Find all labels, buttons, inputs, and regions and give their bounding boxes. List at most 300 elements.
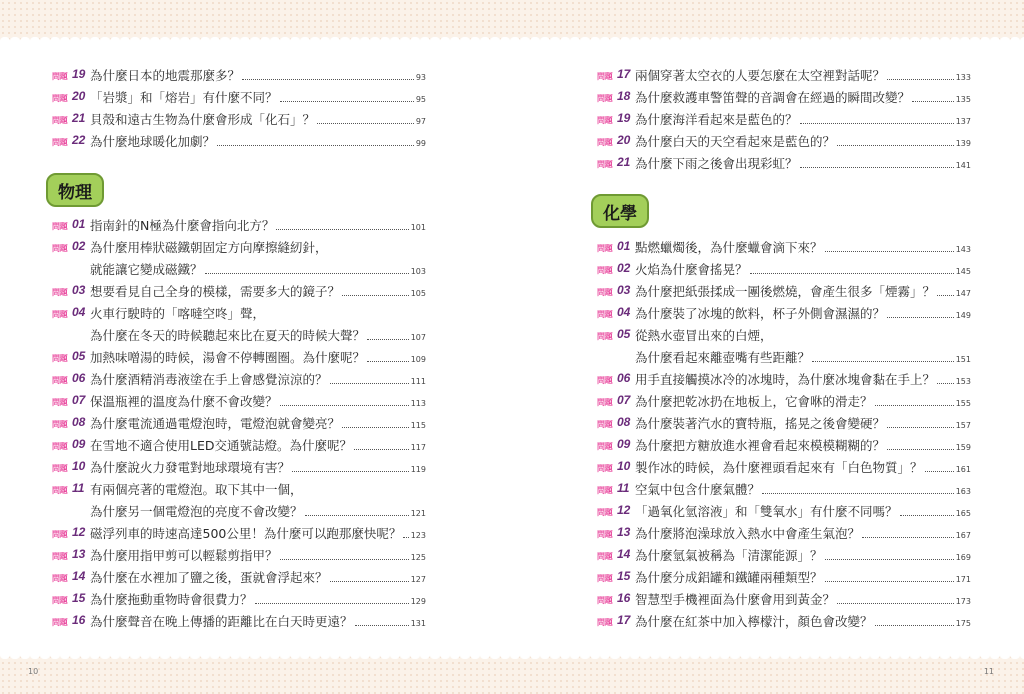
dot-leader xyxy=(217,145,414,146)
question-number: 04 xyxy=(617,305,631,319)
entry-page-number: 117 xyxy=(410,443,426,452)
toc-entry[interactable] xyxy=(597,370,971,392)
entry-line xyxy=(635,260,971,278)
bottom-decorative-band xyxy=(0,654,1024,694)
entry-line xyxy=(90,612,426,630)
question-text: 為什麼白天的天空看起來是藍色的？ xyxy=(635,134,836,149)
question-number: 19 xyxy=(617,111,631,125)
question-tag: 問題 xyxy=(597,464,613,473)
question-tag: 問題 xyxy=(52,138,68,147)
question-text: 智慧型手機裡面為什麼會用到黃金？ xyxy=(635,592,836,607)
question-number: 13 xyxy=(72,547,86,561)
question-number: 05 xyxy=(72,349,86,363)
dot-leader xyxy=(205,273,409,274)
dot-leader xyxy=(403,537,408,538)
toc-entry[interactable] xyxy=(52,238,426,282)
right-page-number: 11 xyxy=(983,667,994,676)
question-text: 為什麼地球暖化加劇？ xyxy=(90,134,216,149)
dot-leader xyxy=(280,405,409,406)
question-number: 08 xyxy=(617,415,631,429)
question-tag: 問題 xyxy=(52,574,68,583)
question-text: 從熱水壺冒出來的白煙， xyxy=(635,328,773,343)
question-text: 為什麼在水裡加了鹽之後，蛋就會浮起來？ xyxy=(90,570,328,585)
question-number: 03 xyxy=(72,283,86,297)
question-text: 想要看見自己全身的模樣，需要多大的鏡子？ xyxy=(90,284,341,299)
dot-leader xyxy=(750,273,954,274)
entry-line xyxy=(90,110,426,128)
question-number: 12 xyxy=(617,503,631,517)
question-text: 為什麼把紙張揉成一團後燃燒，會產生很多「煙霧」？ xyxy=(635,284,936,299)
entry-page-number: 129 xyxy=(410,597,426,606)
question-number: 05 xyxy=(617,327,631,341)
toc-entry[interactable] xyxy=(597,590,971,612)
entry-line xyxy=(635,436,971,454)
toc-entry[interactable] xyxy=(52,282,426,304)
entry-page-number: 119 xyxy=(410,465,426,474)
question-tag: 問題 xyxy=(597,332,613,341)
question-text: 火車行駛時的「喀噠空咚」聲， xyxy=(90,306,266,321)
entry-page-number: 171 xyxy=(955,575,971,584)
entry-line xyxy=(90,132,426,150)
entry-line xyxy=(635,370,971,388)
question-text: 為什麼拖動重物時會很費力？ xyxy=(90,592,253,607)
top-decorative-band xyxy=(0,0,1024,42)
question-text: 為什麼日本的地震那麼多？ xyxy=(90,68,241,83)
question-tag: 問題 xyxy=(597,596,613,605)
question-number: 07 xyxy=(72,393,86,407)
dot-leader xyxy=(305,515,409,516)
question-number: 19 xyxy=(72,67,86,81)
question-tag: 問題 xyxy=(52,376,68,385)
question-text: 為什麼裝著汽水的寶特瓶，搖晃之後會變硬？ xyxy=(635,416,886,431)
question-text: 「岩漿」和「熔岩」有什麼不同？ xyxy=(90,90,278,105)
entry-line xyxy=(90,282,426,300)
question-tag: 問題 xyxy=(597,310,613,319)
toc-entry[interactable] xyxy=(597,502,971,524)
bottom-scalloped-edge xyxy=(0,649,1024,659)
question-text: 為什麼電流通過電燈泡時，電燈泡就會變亮？ xyxy=(90,416,341,431)
entry-line xyxy=(90,458,426,476)
dot-leader xyxy=(800,123,954,124)
question-number: 11 xyxy=(72,481,85,495)
dot-leader xyxy=(912,101,954,102)
toc-entry[interactable] xyxy=(597,110,971,132)
entry-line xyxy=(90,238,426,256)
question-text: 為什麼把方糖放進水裡會看起來模模糊糊的？ xyxy=(635,438,886,453)
question-tag: 問題 xyxy=(52,552,68,561)
toc-entry[interactable] xyxy=(52,612,426,634)
entry-line xyxy=(635,524,971,542)
entry-line xyxy=(635,66,971,84)
question-text: 為什麼下雨之後會出現彩虹？ xyxy=(635,156,798,171)
entry-line xyxy=(90,414,426,432)
toc-entry[interactable] xyxy=(52,66,426,88)
question-tag: 問題 xyxy=(597,574,613,583)
entry-line xyxy=(90,392,426,410)
dot-leader xyxy=(837,603,954,604)
toc-entry[interactable] xyxy=(52,546,426,568)
entry-line xyxy=(635,480,971,498)
entry-page-number: 165 xyxy=(955,509,971,518)
dot-leader xyxy=(887,449,954,450)
question-tag: 問題 xyxy=(52,354,68,363)
top-scalloped-edge xyxy=(0,37,1024,47)
question-text: 空氣中包含什麼氣體？ xyxy=(635,482,761,497)
toc-entry[interactable] xyxy=(52,524,426,546)
question-tag: 問題 xyxy=(597,486,613,495)
entry-page-number: 161 xyxy=(955,465,971,474)
question-tag: 問題 xyxy=(52,94,68,103)
entry-line xyxy=(635,110,971,128)
question-text: 加熱味噌湯的時候，湯會不停轉圈圈。為什麼呢？ xyxy=(90,350,366,365)
entry-line-2 xyxy=(90,326,426,344)
entry-line xyxy=(90,590,426,608)
dot-leader xyxy=(825,581,954,582)
question-number: 01 xyxy=(617,239,631,253)
question-tag: 問題 xyxy=(52,398,68,407)
entry-page-number: 143 xyxy=(955,245,971,254)
toc-entry[interactable] xyxy=(597,436,971,458)
question-tag: 問題 xyxy=(52,420,68,429)
dot-leader xyxy=(875,405,954,406)
entry-line xyxy=(635,88,971,106)
entry-page-number: 155 xyxy=(955,399,971,408)
toc-entry[interactable] xyxy=(597,326,971,370)
entry-page-number: 103 xyxy=(410,267,426,276)
question-text: 為什麼裝了冰塊的飲料，杯子外側會濕濕的？ xyxy=(635,306,886,321)
dot-leader xyxy=(887,79,954,80)
entry-line xyxy=(635,568,971,586)
question-number: 07 xyxy=(617,393,631,407)
entry-line xyxy=(90,524,426,542)
question-number: 21 xyxy=(617,155,631,169)
entry-line xyxy=(635,238,971,256)
entry-line xyxy=(90,546,426,564)
question-text: 點燃蠟燭後，為什麼蠟會滴下來？ xyxy=(635,240,823,255)
question-number: 12 xyxy=(72,525,86,539)
toc-entry[interactable] xyxy=(52,414,426,436)
entry-line xyxy=(90,216,426,234)
question-number: 17 xyxy=(617,67,631,81)
dot-leader xyxy=(937,295,954,296)
toc-entry[interactable] xyxy=(597,524,971,546)
question-tag: 問題 xyxy=(597,266,613,275)
toc-entry[interactable] xyxy=(52,304,426,348)
question-number: 09 xyxy=(617,437,631,451)
toc-entry[interactable] xyxy=(597,132,971,154)
question-number: 15 xyxy=(617,569,631,583)
question-text: 磁浮列車的時速高達500公里！為什麼可以跑那麼快呢？ xyxy=(90,526,402,541)
question-number: 08 xyxy=(72,415,86,429)
question-tag: 問題 xyxy=(52,72,68,81)
question-tag: 問題 xyxy=(52,486,68,495)
question-number: 21 xyxy=(72,111,86,125)
entry-page-number: 135 xyxy=(955,95,971,104)
entry-line xyxy=(635,502,971,520)
question-number: 15 xyxy=(72,591,86,605)
entry-line xyxy=(90,88,426,106)
entry-line xyxy=(90,348,426,366)
question-tag: 問題 xyxy=(597,244,613,253)
toc-entry[interactable] xyxy=(597,88,971,110)
dot-leader xyxy=(887,317,954,318)
question-number: 16 xyxy=(72,613,86,627)
toc-entry[interactable] xyxy=(597,414,971,436)
dot-leader xyxy=(330,581,409,582)
question-tag: 問題 xyxy=(52,464,68,473)
question-text: 在雪地不適合使用LED交通號誌燈。為什麼呢？ xyxy=(90,438,352,453)
question-number: 02 xyxy=(617,261,631,275)
question-tag: 問題 xyxy=(597,288,613,297)
question-text: 為什麼在紅茶中加入檸檬汁，顏色會改變？ xyxy=(635,614,873,629)
question-tag: 問題 xyxy=(52,596,68,605)
question-number: 10 xyxy=(72,459,86,473)
dot-leader xyxy=(354,449,409,450)
entry-page-number: 123 xyxy=(410,531,426,540)
entry-line xyxy=(635,458,971,476)
question-number: 02 xyxy=(72,239,86,253)
question-text: 為什麼把乾冰扔在地板上，它會咻的滑走？ xyxy=(635,394,873,409)
toc-entry[interactable] xyxy=(52,480,426,524)
entry-line xyxy=(635,546,971,564)
question-text: 為什麼海洋看起來是藍色的？ xyxy=(635,112,798,127)
question-number: 04 xyxy=(72,305,86,319)
question-tag: 問題 xyxy=(597,398,613,407)
entry-page-number: 139 xyxy=(955,139,971,148)
toc-entry[interactable] xyxy=(52,216,426,238)
dot-leader xyxy=(825,251,954,252)
question-tag: 問題 xyxy=(597,94,613,103)
question-text: 有兩個亮著的電燈泡。取下其中一個， xyxy=(90,482,303,497)
question-text: 為什麼將泡澡球放入熱水中會產生氣泡？ xyxy=(635,526,861,541)
question-text: 為什麼聲音在晚上傳播的距離比在白天時更遠？ xyxy=(90,614,353,629)
entry-line xyxy=(90,568,426,586)
toc-entry[interactable] xyxy=(597,480,971,502)
toc-entry[interactable] xyxy=(597,238,971,260)
dot-leader xyxy=(825,559,954,560)
question-tag: 問題 xyxy=(597,376,613,385)
entry-page-number: 157 xyxy=(955,421,971,430)
dot-leader xyxy=(330,383,409,384)
question-tag: 問題 xyxy=(52,244,68,253)
question-number: 14 xyxy=(72,569,86,583)
question-tag: 問題 xyxy=(597,508,613,517)
entry-line-2 xyxy=(90,502,426,520)
entry-line xyxy=(90,370,426,388)
entry-line xyxy=(635,326,971,344)
entry-page-number: 167 xyxy=(955,531,971,540)
question-text: 貝殼和遠古生物為什麼會形成「化石」？ xyxy=(90,112,316,127)
question-number: 06 xyxy=(617,371,631,385)
toc-entry[interactable] xyxy=(52,110,426,132)
toc-entry[interactable] xyxy=(52,370,426,392)
question-number: 11 xyxy=(617,481,630,495)
toc-entry[interactable] xyxy=(597,612,971,634)
entry-line xyxy=(90,480,426,498)
question-number: 22 xyxy=(72,133,86,147)
question-text: 為什麼分成鋁罐和鐵罐兩種類型？ xyxy=(635,570,823,585)
entry-page-number: 151 xyxy=(955,355,971,364)
dot-leader xyxy=(280,101,414,102)
question-number: 20 xyxy=(617,133,631,147)
question-number: 14 xyxy=(617,547,631,561)
question-text: 為什麼用棒狀磁鐵朝固定方向摩擦縫紉針， xyxy=(90,240,328,255)
entry-page-number: 111 xyxy=(410,377,426,386)
question-text: 為什麼酒精消毒液塗在手上會感覺涼涼的？ xyxy=(90,372,328,387)
dot-leader xyxy=(292,471,409,472)
question-tag: 問題 xyxy=(52,116,68,125)
entry-line xyxy=(635,282,971,300)
entry-line-2 xyxy=(635,348,971,366)
question-text: 指南針的N極為什麼會指向北方？ xyxy=(90,218,275,233)
question-number: 06 xyxy=(72,371,86,385)
entry-page-number: 121 xyxy=(410,509,426,518)
toc-entry[interactable] xyxy=(597,260,971,282)
question-tag: 問題 xyxy=(597,552,613,561)
entry-page-number: 173 xyxy=(955,597,971,606)
dot-leader xyxy=(762,493,954,494)
section-heading: 物理 xyxy=(46,173,104,207)
entry-page-number: 141 xyxy=(955,161,971,170)
entry-page-number: 97 xyxy=(415,117,426,126)
dot-leader xyxy=(276,229,408,230)
question-number: 18 xyxy=(617,89,631,103)
dot-leader xyxy=(367,339,409,340)
toc-entry[interactable] xyxy=(52,568,426,590)
entry-page-number: 95 xyxy=(415,95,426,104)
question-number: 09 xyxy=(72,437,86,451)
question-tag: 問題 xyxy=(597,72,613,81)
toc-entry[interactable] xyxy=(597,66,971,88)
question-tag: 問題 xyxy=(52,618,68,627)
entry-line xyxy=(90,436,426,454)
dot-leader xyxy=(800,167,954,168)
question-number: 17 xyxy=(617,613,631,627)
entry-page-number: 105 xyxy=(410,289,426,298)
question-tag: 問題 xyxy=(52,442,68,451)
question-text: 「過氧化氫溶液」和「雙氧水」有什麼不同嗎？ xyxy=(635,504,898,519)
toc-entry[interactable] xyxy=(597,458,971,480)
dot-leader xyxy=(355,625,409,626)
entry-page-number: 163 xyxy=(955,487,971,496)
toc-entry[interactable] xyxy=(52,88,426,110)
question-number: 13 xyxy=(617,525,631,539)
question-number: 16 xyxy=(617,591,631,605)
question-tag: 問題 xyxy=(597,530,613,539)
question-tag: 問題 xyxy=(597,116,613,125)
question-text: 製作冰的時候，為什麼裡頭看起來有「白色物質」？ xyxy=(635,460,923,475)
dot-leader xyxy=(367,361,409,362)
section-heading: 化學 xyxy=(591,194,649,228)
entry-page-number: 99 xyxy=(415,139,426,148)
entry-line xyxy=(635,414,971,432)
question-tag: 問題 xyxy=(52,530,68,539)
entry-line xyxy=(635,304,971,322)
question-number: 10 xyxy=(617,459,631,473)
question-text: 為什麼救護車警笛聲的音調會在經過的瞬間改變？ xyxy=(635,90,911,105)
entry-line xyxy=(635,590,971,608)
toc-entry[interactable] xyxy=(597,546,971,568)
toc-entry[interactable] xyxy=(597,568,971,590)
question-text-continued: 為什麼看起來離壺嘴有些距離？ xyxy=(635,350,811,365)
question-text: 保溫瓶裡的溫度為什麼不會改變？ xyxy=(90,394,278,409)
question-tag: 問題 xyxy=(597,160,613,169)
entry-page-number: 133 xyxy=(955,73,971,82)
toc-entry[interactable] xyxy=(52,132,426,154)
entry-page-number: 101 xyxy=(410,223,426,232)
entry-page-number: 113 xyxy=(410,399,426,408)
entry-line xyxy=(635,612,971,630)
question-text: 兩個穿著太空衣的人要怎麼在太空裡對話呢？ xyxy=(635,68,886,83)
toc-entry[interactable] xyxy=(52,436,426,458)
question-text: 火焰為什麼會搖晃？ xyxy=(635,262,748,277)
dot-leader xyxy=(900,515,954,516)
entry-page-number: 147 xyxy=(955,289,971,298)
toc-entry[interactable] xyxy=(52,392,426,414)
toc-entry[interactable] xyxy=(597,392,971,414)
entry-page-number: 125 xyxy=(410,553,426,562)
question-tag: 問題 xyxy=(597,420,613,429)
question-text: 為什麼用指甲剪可以輕鬆剪指甲？ xyxy=(90,548,278,563)
entry-line xyxy=(90,66,426,84)
toc-entry[interactable] xyxy=(597,304,971,326)
entry-page-number: 93 xyxy=(415,73,426,82)
entry-page-number: 149 xyxy=(955,311,971,320)
question-number: 03 xyxy=(617,283,631,297)
question-text-continued: 就能讓它變成磁鐵？ xyxy=(90,262,203,277)
entry-page-number: 127 xyxy=(410,575,426,584)
question-text-continued: 為什麼另一個電燈泡的亮度不會改變？ xyxy=(90,504,303,519)
entry-page-number: 109 xyxy=(410,355,426,364)
left-page-number: 10 xyxy=(28,667,39,676)
entry-page-number: 137 xyxy=(955,117,971,126)
dot-leader xyxy=(342,295,409,296)
dot-leader xyxy=(875,625,954,626)
dot-leader xyxy=(887,427,954,428)
question-text: 為什麼說火力發電對地球環境有害？ xyxy=(90,460,291,475)
dot-leader xyxy=(342,427,409,428)
toc-entry[interactable] xyxy=(597,154,971,176)
dot-leader xyxy=(937,383,954,384)
question-tag: 問題 xyxy=(52,310,68,319)
entry-line-2 xyxy=(90,260,426,278)
entry-line xyxy=(90,304,426,322)
toc-entry[interactable] xyxy=(597,282,971,304)
question-tag: 問題 xyxy=(52,222,68,231)
toc-entry[interactable] xyxy=(52,348,426,370)
dot-leader xyxy=(317,123,414,124)
dot-leader xyxy=(242,79,414,80)
question-tag: 問題 xyxy=(52,288,68,297)
dot-leader xyxy=(925,471,954,472)
entry-line xyxy=(635,154,971,172)
entry-line xyxy=(635,132,971,150)
dot-leader xyxy=(837,145,954,146)
entry-page-number: 145 xyxy=(955,267,971,276)
question-tag: 問題 xyxy=(597,138,613,147)
question-tag: 問題 xyxy=(597,618,613,627)
entry-page-number: 169 xyxy=(955,553,971,562)
question-number: 01 xyxy=(72,217,86,231)
entry-line xyxy=(635,392,971,410)
toc-entry[interactable] xyxy=(52,458,426,480)
dot-leader xyxy=(280,559,409,560)
question-text: 為什麼氫氣被稱為「清潔能源」？ xyxy=(635,548,823,563)
question-tag: 問題 xyxy=(597,442,613,451)
question-number: 20 xyxy=(72,89,86,103)
toc-entry[interactable] xyxy=(52,590,426,612)
entry-page-number: 159 xyxy=(955,443,971,452)
